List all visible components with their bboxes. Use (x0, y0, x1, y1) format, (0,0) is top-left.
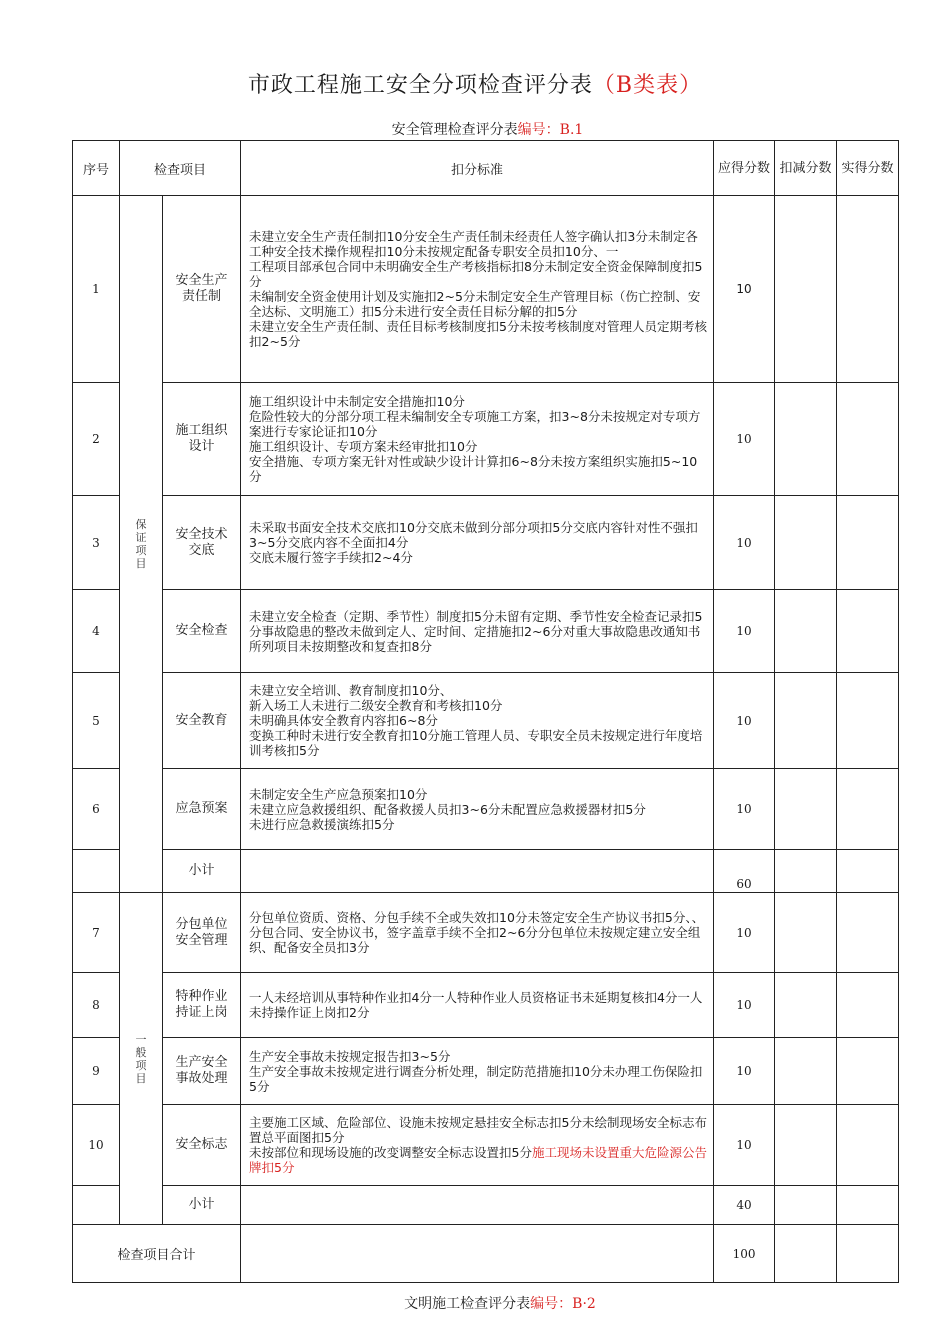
item-line: 安全标志 (175, 1137, 228, 1152)
row-item (163, 590, 241, 673)
row-due-score: 10 (714, 893, 775, 973)
criteria-line: 分包合同、安全协议书，签字盖章手续不全扣2~6分分包单位未按规定建立安全组织、配备安全员扣3分 (249, 925, 701, 955)
criteria-line: 变换工种时未进行安全教育扣10分施工管理人员、专职安全员未按规定进行年度培训考核扣5分 (249, 728, 703, 758)
row-actual-score[interactable] (837, 673, 899, 769)
criteria-line: 危险性较大的分部分项工程未编制安全专项施工方案，扣3~8分未按规定对专项方案进行专家论证扣10分 (249, 409, 701, 439)
criteria-line: 施工组织设计、专项方案未经审批扣10分 (249, 439, 478, 454)
row-serial: 9 (73, 1038, 120, 1105)
row-actual-score[interactable] (837, 1105, 899, 1186)
criteria-line: 施工组织设计中未制定安全措施扣10分 (249, 394, 465, 409)
row-deduct-score[interactable] (775, 590, 837, 673)
item-line: 特种作业 (175, 989, 228, 1004)
safety-scoring-table (72, 140, 899, 1283)
row-criteria (241, 973, 714, 1038)
item-line: 安全生产 (175, 273, 228, 288)
category-char: 保 (135, 518, 147, 531)
subtotal-label: 小计 (163, 1186, 241, 1225)
item-line: 交底 (188, 542, 215, 558)
criteria-line: 未编制安全资金使用计划及实施扣2~5分未制定安全生产管理目标（伤亡控制、安全达标、文明施工）扣5分未进行安全责任目标分解的扣5分 (249, 289, 701, 319)
row-deduct-score[interactable] (775, 893, 837, 973)
row-criteria (241, 496, 714, 590)
title-class-label: （B类表） (592, 73, 703, 98)
category-char: 证 (135, 531, 147, 544)
header-due-score: 应得分数 (714, 141, 775, 196)
header-serial: 序号 (73, 141, 120, 196)
category-char: 般 (135, 1045, 147, 1059)
item-line: 持证上岗 (175, 1005, 228, 1020)
criteria-line: 未采取书面安全技术交底扣10分交底未做到分部分项扣5分交底内容针对性不强扣3~5分交底内容不全面扣4分 (249, 520, 698, 550)
row-item (163, 496, 241, 590)
table-row (73, 973, 899, 1038)
row-actual-score[interactable] (837, 769, 899, 850)
subtotal-score: 40 (714, 1186, 775, 1225)
row-item (163, 673, 241, 769)
row-serial: 6 (73, 769, 120, 850)
subtotal-criteria-empty (241, 850, 714, 893)
row-due-score: 10 (714, 496, 775, 590)
row-due-score: 10 (714, 590, 775, 673)
row-serial: 2 (73, 383, 120, 496)
row-item (163, 1105, 241, 1186)
criteria-text: 未按部位和现场设施的改变调整安全标志设置扣5分 (249, 1145, 532, 1160)
row-serial: 3 (73, 496, 120, 590)
page-title (0, 68, 950, 99)
row-item (163, 769, 241, 850)
subtotal-score: 60 (714, 850, 775, 893)
row-criteria (241, 383, 714, 496)
table-row (73, 673, 899, 769)
row-serial-empty (73, 1186, 120, 1225)
subtotal-deduct[interactable] (775, 1186, 837, 1225)
row-item (163, 1038, 241, 1105)
table-subtitle (0, 119, 950, 139)
category-general (120, 893, 163, 1225)
row-actual-score[interactable] (837, 383, 899, 496)
row-actual-score[interactable] (837, 196, 899, 383)
row-criteria (241, 673, 714, 769)
row-serial: 1 (73, 196, 120, 383)
subtotal-criteria-empty (241, 1186, 714, 1225)
title-main: 市政工程施工安全分项检查评分表 (247, 73, 593, 98)
row-item (163, 973, 241, 1038)
criteria-line: 未进行应急救援演练扣5分 (249, 816, 395, 832)
subtotal-deduct[interactable] (775, 850, 837, 893)
row-due-score: 10 (714, 973, 775, 1038)
item-line: 施工组织 (175, 423, 228, 438)
criteria-line: 未建立安全生产责任制扣10分安全生产责任制未经责任人签字确认扣3分未制定各工种安全技术操作规程扣10分未按规定配备专职安全员扣10分、一 (249, 229, 698, 259)
row-deduct-score[interactable] (775, 383, 837, 496)
row-item (163, 893, 241, 973)
row-due-score: 10 (714, 196, 775, 383)
total-criteria-empty (241, 1225, 714, 1283)
row-serial: 4 (73, 590, 120, 673)
row-deduct-score[interactable] (775, 769, 837, 850)
item-line: 应急预案 (175, 801, 228, 816)
criteria-line: 未明确具体安全教育内容扣6~8分 (249, 713, 438, 728)
row-criteria (241, 893, 714, 973)
table-row (73, 383, 899, 496)
criteria-line: 未建立应急救援组织、配备救援人员扣3~6分未配置应急救援器材扣5分 (249, 801, 646, 817)
table-row (73, 590, 899, 673)
item-line: 设计 (188, 439, 215, 454)
criteria-line: 新入场工人未进行二级安全教育和考核扣10分 (249, 698, 503, 713)
criteria-line: 安全措施、专项方案无针对性或缺少设计计算扣6~8分未按方案组织实施扣5~10分 (249, 454, 698, 484)
item-line: 安全检查 (175, 623, 228, 638)
category-char: 目 (135, 557, 147, 570)
table-row (73, 196, 899, 383)
row-item (163, 383, 241, 496)
criteria-line: 生产安全事故未按规定报告扣3~5分 (249, 1048, 451, 1064)
row-due-score: 10 (714, 383, 775, 496)
row-serial: 8 (73, 973, 120, 1038)
row-actual-score[interactable] (837, 893, 899, 973)
row-actual-score[interactable] (837, 1038, 899, 1105)
header-actual-score: 实得分数 (837, 141, 899, 196)
total-row (73, 1225, 899, 1283)
criteria-line: 主要施工区域、危险部位、设施未按规定悬挂安全标志扣5分未绘制现场安全标志布置总平面图扣5分 (249, 1115, 707, 1145)
table-row (73, 1038, 899, 1105)
item-line: 分包单位 (175, 916, 228, 932)
row-actual-score[interactable] (837, 590, 899, 673)
subtitle-name: 安全管理检查评分表 (391, 122, 518, 138)
criteria-line: 未制定安全生产应急预案扣10分 (249, 786, 428, 802)
criteria-line: 交底未履行签字手续扣2~4分 (249, 550, 413, 565)
category-char: 项 (135, 1058, 147, 1072)
criteria-line: 未建立安全检查（定期、季节性）制度扣5分未留有定期、季节性安全检查记录扣5分事故隐患的整改未做到定人、定时间、定措施扣2~6分对重大事故隐患改通知书所列项目未按期整改和复查扣8分 (249, 608, 703, 654)
table-row (73, 893, 899, 973)
row-serial: 10 (73, 1105, 120, 1186)
criteria-line: 未建立安全生产责任制、责任目标考核制度扣5分未按考核制度对管理人员定期考核扣2~5分 (249, 319, 707, 349)
total-score: 100 (714, 1225, 775, 1283)
criteria-line-mixed (249, 1145, 707, 1175)
criteria-line: 工程项目部承包合同中未明确安全生产考核指标扣8分未制定安全资金保障制度扣5分 (249, 259, 703, 289)
row-deduct-score[interactable] (775, 973, 837, 1038)
subtotal-row (73, 850, 899, 893)
item-line: 安全管理 (175, 932, 228, 948)
category-guarantee (120, 196, 163, 893)
row-deduct-score[interactable] (775, 1105, 837, 1186)
criteria-line: 一人未经培训从事特种作业扣4分一人特种作业人员资格证书未延期复核扣4分一人未持操作证上岗扣2分 (249, 990, 703, 1020)
row-deduct-score[interactable] (775, 496, 837, 590)
row-criteria (241, 1105, 714, 1186)
row-criteria (241, 1038, 714, 1105)
criteria-line: 未建立安全培训、教育制度扣10分、 (249, 683, 453, 698)
item-line: 安全教育 (175, 712, 228, 728)
table-row (73, 769, 899, 850)
header-criteria: 扣分标准 (241, 141, 714, 196)
category-char: 目 (135, 1071, 147, 1085)
criteria-line: 分包单位资质、资格、分包手续不全或失效扣10分未签定安全生产协议书扣5分、、 (249, 910, 705, 925)
subtotal-actual[interactable] (837, 1186, 899, 1225)
row-due-score: 10 (714, 673, 775, 769)
header-deduct-score: 扣减分数 (775, 141, 837, 196)
subtitle-code: 编号：B.1 (517, 122, 584, 138)
row-due-score: 10 (714, 769, 775, 850)
row-due-score: 10 (714, 1105, 775, 1186)
row-deduct-score[interactable] (775, 196, 837, 383)
header-item: 检查项目 (120, 141, 241, 196)
row-criteria (241, 769, 714, 850)
total-label: 检查项目合计 (73, 1225, 241, 1283)
row-item (163, 196, 241, 383)
row-serial: 5 (73, 673, 120, 769)
category-char: 一 (135, 1032, 147, 1046)
item-line: 事故处理 (175, 1071, 228, 1086)
category-char: 项 (135, 544, 147, 557)
criteria-highlight: 施工现场未设置重大危险源公告牌扣5分 (249, 1145, 707, 1175)
subtotal-row (73, 1186, 899, 1225)
next-table-title (0, 1293, 950, 1313)
row-due-score: 10 (714, 1038, 775, 1105)
item-line: 责任制 (182, 289, 222, 304)
row-criteria (241, 196, 714, 383)
table-row (73, 496, 899, 590)
row-criteria (241, 590, 714, 673)
total-actual[interactable] (837, 1225, 899, 1283)
table-row (73, 1105, 899, 1186)
header-row (73, 141, 899, 196)
criteria-line: 生产安全事故未按规定进行调查分析处理，制定防范措施扣10分未办理工伤保险扣5分 (249, 1063, 703, 1094)
subtotal-label: 小计 (163, 850, 241, 893)
subtotal-actual[interactable] (837, 850, 899, 893)
row-actual-score[interactable] (837, 973, 899, 1038)
footer-code: 编号：B·2 (530, 1296, 596, 1312)
item-line: 生产安全 (175, 1055, 228, 1070)
row-actual-score[interactable] (837, 496, 899, 590)
footer-name: 文明施工检查评分表 (404, 1296, 531, 1312)
total-deduct[interactable] (775, 1225, 837, 1283)
row-deduct-score[interactable] (775, 1038, 837, 1105)
row-serial-empty (73, 850, 120, 893)
row-serial: 7 (73, 893, 120, 973)
row-deduct-score[interactable] (775, 673, 837, 769)
item-line: 安全技术 (175, 526, 228, 542)
